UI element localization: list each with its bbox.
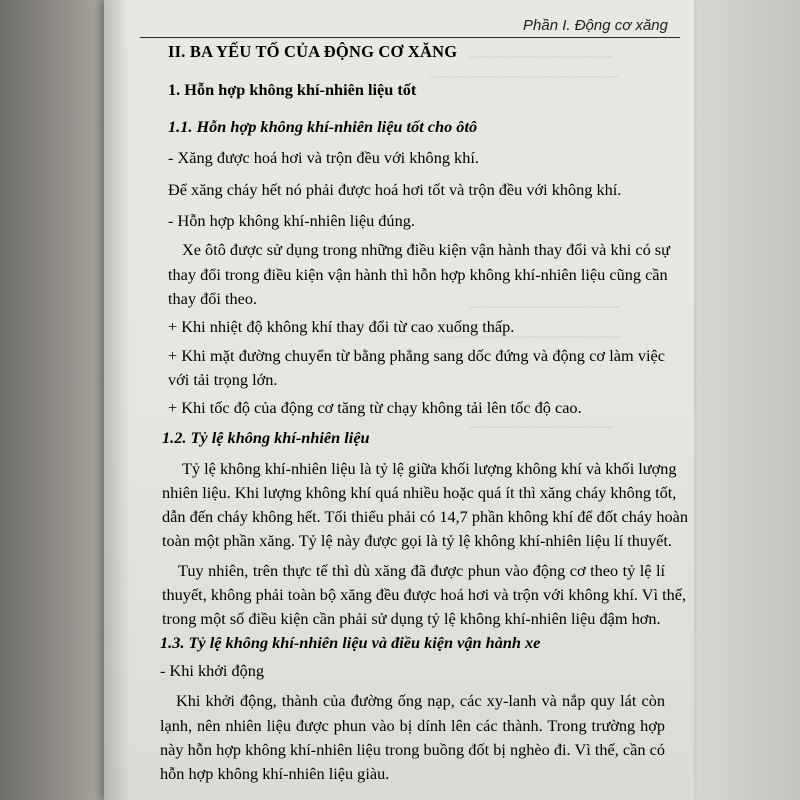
paragraph-line: hỗn hợp không khí-nhiên liệu giàu. [160, 764, 390, 783]
running-header [140, 17, 680, 38]
show-through-text: ~~~~~~~~~~~~~~~~~~~~~~ [470, 50, 613, 64]
bullet-line: + Khi nhiệt độ không khí thay đổi từ cao xuống thấp. [168, 317, 515, 336]
paragraph-line: Khi khởi động, thành của đường ống nạp, các xy-lanh và nắp quy lát còn [176, 691, 665, 710]
text-line: - Xăng được hoá hơi và trộn đều với không khí. [168, 148, 479, 167]
paragraph-line: thay đổi trong điều kiện vận hành thì hỗn hợp không khí-nhiên liệu cũng cần [168, 265, 668, 284]
text-line: Để xăng cháy hết nó phải được hoá hơi tốt và trộn đều với không khí. [168, 180, 622, 199]
bullet-line: với tải trọng lớn. [168, 370, 278, 389]
paragraph-line: thuyết, không phải toàn bộ xăng đều được hoá hơi và trộn với không khí. Vì thế, [162, 585, 687, 604]
section-title: II. BA YẾU TỐ CỦA ĐỘNG CƠ XĂNG [168, 42, 458, 61]
paragraph-line: toàn một phần xăng. Tỷ lệ này được gọi là tỷ lệ không khí-nhiên liệu lí thuyết. [162, 531, 672, 550]
background-right [690, 0, 800, 800]
show-through-text: ~~~~~~~~~~~~~~~~~~~~~~ [470, 420, 613, 434]
subsubsection-title: 1.2. Tỷ lệ không khí-nhiên liệu [162, 428, 370, 447]
text-line: - Hỗn hợp không khí-nhiên liệu đúng. [168, 211, 415, 230]
bullet-line: + Khi tốc độ của động cơ tăng từ chạy không tải lên tốc độ cao. [168, 398, 582, 417]
show-through-text: ~~~~~~~~~~~~~~~~~~~~~~~~~~~~~ [430, 70, 619, 84]
paragraph-line: này hỗn hợp không khí-nhiên liệu trong buồng đốt bị nghèo đi. Vì thế, cần có [160, 740, 665, 759]
paragraph-line: dẫn đến cháy không hết. Tối thiểu phải có 14,7 phần không khí để đốt cháy hoàn [162, 507, 689, 526]
paragraph-line: Xe ôtô được sử dụng trong những điều kiện vận hành thay đổi và khi có sự [182, 240, 670, 259]
subsubsection-title: 1.3. Tỷ lệ không khí-nhiên liệu và điều kiện vận hành xe [160, 633, 541, 652]
show-through-text: ~~~~~~~~~~~~~~~~~~~~~~~ [470, 300, 620, 314]
paragraph-line: thay đổi theo. [168, 289, 258, 308]
text-line: - Khi khởi động [160, 661, 265, 680]
bullet-line: + Khi mặt đường chuyển từ bằng phẳng sang dốc đứng và động cơ làm việc [168, 346, 665, 365]
subsubsection-title: 1.1. Hỗn hợp không khí-nhiên liệu tốt cho ôtô [168, 117, 478, 136]
running-header-title: Phần I. Động cơ xăng [523, 17, 668, 34]
paragraph-line: Tuy nhiên, trên thực tế thì dù xăng đã được phun vào động cơ theo tỷ lệ lí [178, 561, 665, 580]
background-left [0, 0, 120, 800]
paragraph-line: Tỷ lệ không khí-nhiên liệu là tỷ lệ giữa khối lượng không khí và khối lượng [182, 459, 677, 478]
show-through-text: ~~~~~~~~~~~~~~~~~~~~~~~~~~~~ [440, 330, 622, 344]
paragraph-line: trong một số điều kiện cần phải sử dụng tỷ lệ không khí-nhiên liệu đậm hơn. [162, 609, 661, 628]
paragraph-line: lạnh, nên nhiên liệu được phun vào bị dính lên các thành. Trong trường hợp [160, 716, 665, 735]
paragraph-line: nhiên liệu. Khi lượng không khí quá nhiều hoặc quá ít thì xăng cháy không tốt, [162, 483, 677, 502]
subsection-title: 1. Hỗn hợp không khí-nhiên liệu tốt [168, 80, 417, 99]
